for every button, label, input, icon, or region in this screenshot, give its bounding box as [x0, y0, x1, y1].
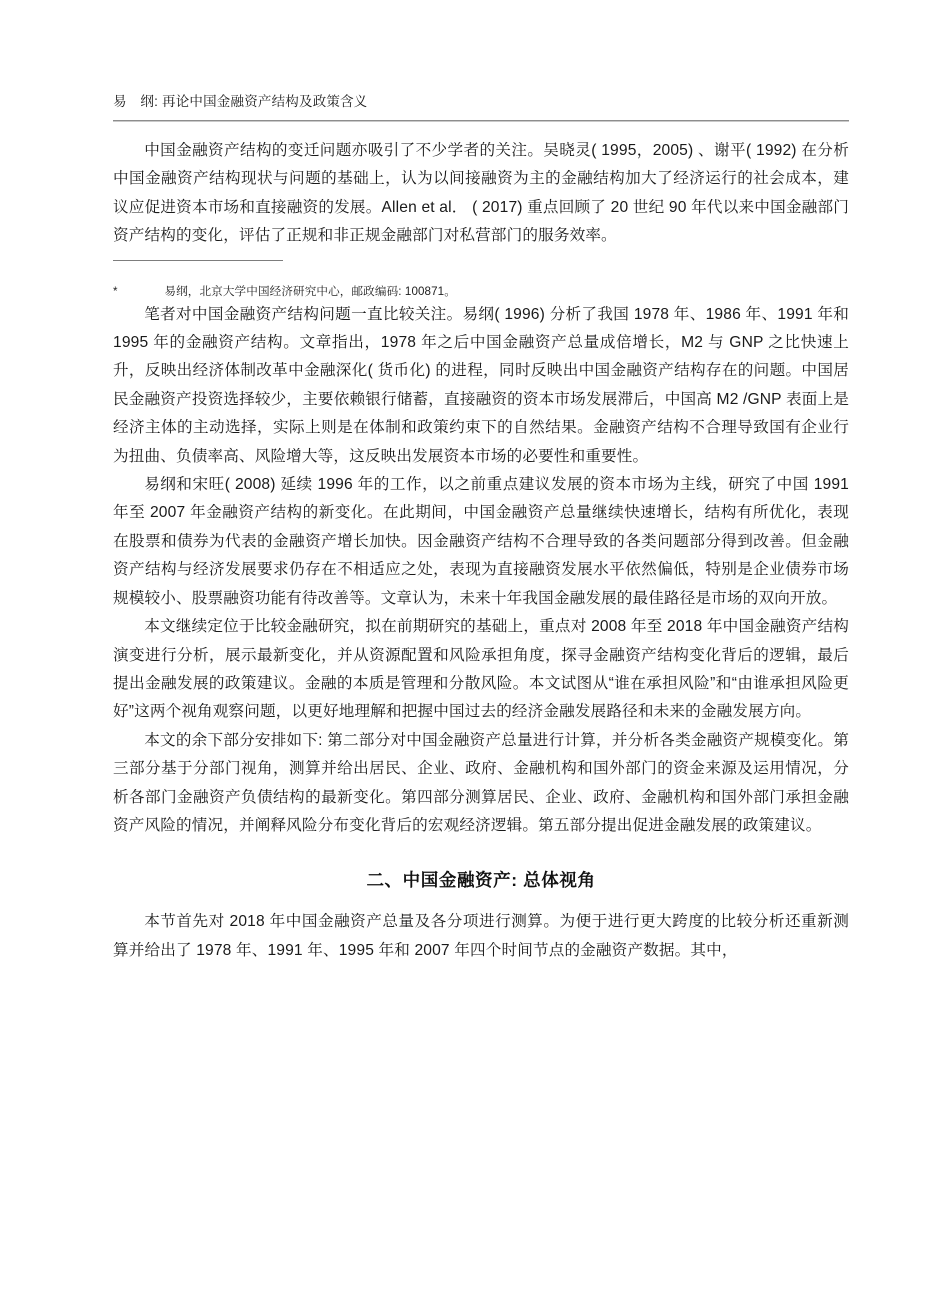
- footnote-author-affiliation: * 易纲，北京大学中国经济研究中心，邮政编码: 100871。: [113, 284, 456, 298]
- footnote-separator-rule: [113, 260, 283, 261]
- running-head-rule: [113, 120, 849, 122]
- paragraph-2: 笔者对中国金融资产结构问题一直比较关注。易纲( 1996) 分析了我国 1978 年、1986 年、1991 年和 1995 年的金融资产结构。文章指出，1978 年之后中国金融资产总量成倍增长，M2 与 GNP 之比快速上升，反映出经济体制改革中金融深化( 货币化) 的进程，同时反映出中国金融资产结构存在的问题。中国居民金融资产投资选择较少，主要依赖银行储蓄，直接融资的资本市场发展滞后，中国高 M2 /GNP 表面上是经济主体的主动选择，实际上则是在体制和政策约束下的自然结果。金融资产结构不合理导致国有企业行为扭曲、负债率高、风险增大等，这反映出发展资本市场的必要性和重要性。: [113, 305, 849, 465]
- paragraph-4: 本文继续定位于比较金融研究，拟在前期研究的基础上，重点对 2008 年至 2018 年中国金融资产结构演变进行分析，展示最新变化，并从资源配置和风险承担角度，探寻金融资产结构变化背后的逻辑，最后提出金融发展的政策建议。金融的本质是管理和分散风险。本文试图从“谁在承担风险”和“由谁承担风险更好”这两个视角观察问题，以更好地理解和把握中国过去的经济金融发展路径和未来的金融发展方向。: [113, 618, 849, 721]
- footnote-zone: [113, 260, 849, 301]
- paragraph-1: 中国金融资产结构的变迁问题亦吸引了不少学者的关注。吴晓灵( 1995，2005) 、谢平( 1992) 在分析中国金融资产结构现状与问题的基础上，认为以间接融资为主的金融结构加大了经济运行的社会成本，建议应促进资本市场和直接融资的发展。Allen et al． ( 2017) 重点回顾了 20 世纪 90 年代以来中国金融部门资产结构的变化，评估了正规和非正规金融部门对私营部门的服务效率。: [113, 142, 849, 245]
- paragraph-3: 易纲和宋旺( 2008) 延续 1996 年的工作，以之前重点建议发展的资本市场为主线，研究了中国 1991 年至 2007 年金融资产结构的新变化。在此期间，中国金融资产总量继续快速增长，结构有所优化，表现在股票和债券为代表的金融资产增长加快。因金融资产结构不合理导致的各类问题部分得到改善。但金融资产结构与经济发展要求仍存在不相适应之处，表现为直接融资发展水平依然偏低，特别是企业债券市场规模较小、股票融资功能有待改善等。文章认为，未来十年我国金融发展的最佳路径是市场的双向开放。: [113, 476, 849, 607]
- paragraph-6: 本节首先对 2018 年中国金融资产总量及各分项进行测算。为便于进行更大跨度的比较分析还重新测算并给出了 1978 年、1991 年、1995 年和 2007 年四个时间节点的金融资产数据。其中，: [113, 913, 849, 959]
- page-content-column: [113, 0, 849, 965]
- running-head: 易 纲: 再论中国金融资产结构及政策含义: [113, 94, 368, 109]
- paragraph-5: 本文的余下部分安排如下: 第二部分对中国金融资产总量进行计算，并分析各类金融资产规模变化。第三部分基于分部门视角，测算并给出居民、企业、政府、金融机构和国外部门的资金来源及运用情况，分析各部门金融资产负债结构的最新变化。第四部分测算居民、企业、政府、金融机构和国外部门承担金融资产风险的情况，并阐释风险分布变化背后的宏观经济逻辑。第五部分提出促进金融发展的政策建议。: [113, 731, 849, 834]
- section-heading-2: 二、中国金融资产: 总体视角: [366, 870, 596, 891]
